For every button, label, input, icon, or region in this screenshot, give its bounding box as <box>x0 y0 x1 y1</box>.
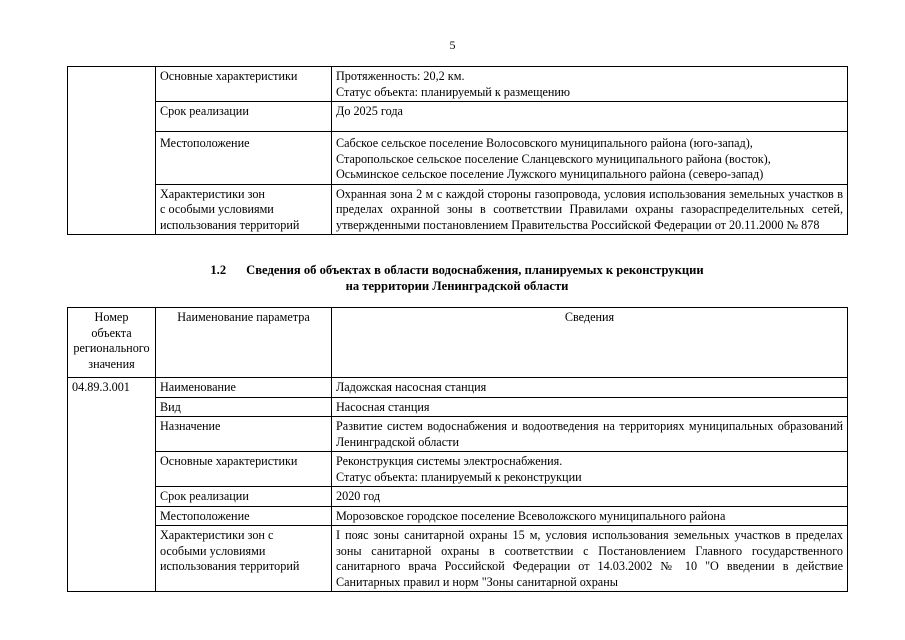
object-number: 04.89.3.001 <box>68 378 156 592</box>
gas-pipeline-table <box>67 66 848 235</box>
header-number-line: объекта <box>91 325 132 340</box>
section-title-line2: на территории Ленинградской области <box>345 279 569 293</box>
param-cell <box>156 526 332 592</box>
param-cell: Назначение <box>156 417 332 452</box>
param-cell: Местоположение <box>156 132 332 185</box>
value-line: Статус объекта: планируемый к размещению <box>336 84 571 99</box>
table-header-row <box>68 308 848 378</box>
param-line: особыми условиями <box>160 543 266 558</box>
value-cell: Развитие систем водоснабжения и водоотведения на территориях муниципальных образований Ленинградской области <box>332 417 848 452</box>
value-cell: Насосная станция <box>332 397 848 417</box>
table-row <box>68 506 848 526</box>
param-line: Характеристики зон <box>160 186 265 201</box>
param-line: Характеристики зон с <box>160 528 274 542</box>
param-cell <box>156 184 332 235</box>
table-row <box>68 526 848 592</box>
value-line: Реконструкция системы электроснабжения. <box>336 454 563 468</box>
page-number: 5 <box>449 38 456 52</box>
table-row <box>68 184 848 235</box>
value-cell: Морозовское городское поселение Всеволожского муниципального района <box>332 506 848 526</box>
header-info: Сведения <box>332 308 848 378</box>
param-cell: Срок реализации <box>156 487 332 507</box>
table-row <box>68 67 848 102</box>
param-line: использования территорий <box>160 217 300 232</box>
param-line: с особыми условиями <box>160 202 274 216</box>
table-row <box>68 378 848 398</box>
water-supply-table <box>67 307 848 592</box>
value-cell <box>332 132 848 185</box>
section-title-line1: Сведения об объектах в области водоснабжения, планируемых к реконструкции <box>246 263 704 277</box>
param-cell: Основные характеристики <box>156 452 332 487</box>
table-row <box>68 452 848 487</box>
table-row <box>68 102 848 132</box>
table-row <box>68 417 848 452</box>
value-line: Протяженность: 20,2 км. <box>336 69 465 83</box>
header-number-line: значения <box>88 356 135 371</box>
param-cell: Местоположение <box>156 506 332 526</box>
param-cell: Наименование <box>156 378 332 398</box>
value-cell: Ладожская насосная станция <box>332 378 848 398</box>
value-cell <box>332 102 848 132</box>
value-line: До 2025 года <box>336 104 403 118</box>
value-cell <box>332 67 848 102</box>
header-param: Наименование параметра <box>156 308 332 378</box>
value-cell <box>332 452 848 487</box>
param-cell: Основные характеристики <box>156 67 332 102</box>
header-number-line: регионального <box>73 341 150 355</box>
value-line: Осьминское сельское поселение Лужского муниципального района (северо-запад) <box>336 167 764 181</box>
value-cell: I пояс зоны санитарной охраны 15 м, условия использования земельных участков в пределах зоны санитарной охраны в соответствии с Постановлением Главного государственного санитарного врача Российской Федерации от 14.03.2002 № 10 "О введении в действие Санитарных правил и норм "Зоны санитарной охраны <box>332 526 848 592</box>
param-cell: Вид <box>156 397 332 417</box>
value-line: Статус объекта: планируемый к реконструкции <box>336 469 582 484</box>
header-number <box>68 308 156 378</box>
value-cell: Охранная зона 2 м с каждой стороны газопровода, условия использования земельных участков в пределах охранной зоны в соответствии Правилами охраны газораспределительных сетей, утвержденными постановлением Правительства Российской Федерации от 20.11.2000 № 878 <box>332 184 848 235</box>
value-line: Сабское сельское поселение Волосовского муниципального района (юго-запад), <box>336 136 753 150</box>
value-cell: 2020 год <box>332 487 848 507</box>
table-row <box>68 132 848 185</box>
section-number: 1.2 <box>210 263 227 277</box>
empty-number-cell <box>68 67 156 235</box>
table-row <box>68 397 848 417</box>
section-heading <box>67 262 847 294</box>
param-cell: Срок реализации <box>156 102 332 132</box>
param-line: использования территорий <box>160 559 300 573</box>
table-row <box>68 487 848 507</box>
header-number-line: Номер <box>94 310 129 324</box>
value-line: Старопольское сельское поселение Сланцевского муниципального района (восток), <box>336 151 771 166</box>
